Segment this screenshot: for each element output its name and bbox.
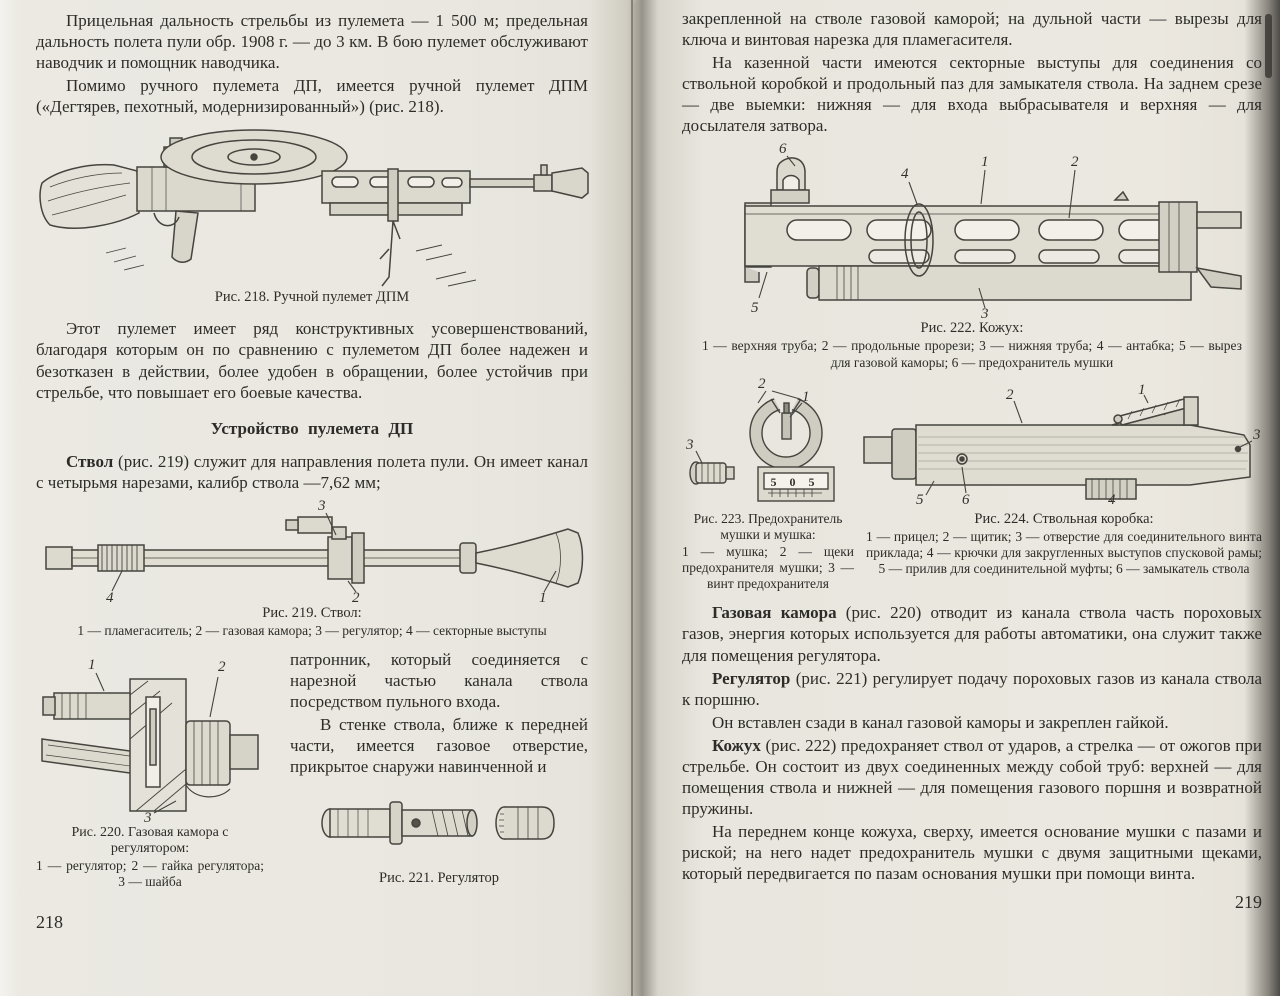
figure-224-caption-title: Рис. 224. Ствольная коробка:	[974, 510, 1154, 527]
figure-220-column	[36, 649, 264, 890]
wrap-text-column	[264, 649, 588, 890]
page-number-right: 219	[1235, 892, 1262, 913]
figure-223-sight-protector-drawing	[682, 377, 852, 505]
figure-220-caption-legend: 1 — регулятор; 2 — гайка регулятора; 3 — шайба	[36, 858, 264, 890]
paragraph-front-sight: На переднем конце кожуха, сверху, имеется основание мушки с пазами и риской; на него надет предохранитель мушки с двумя защитными щеками, который передвигается по пазам основания мушки при помощи винта.	[682, 822, 1262, 884]
callout-1: 1	[981, 154, 989, 171]
callout-2: 2	[1006, 386, 1014, 403]
figures-223-224-row	[682, 375, 1262, 508]
callout-1: 1	[802, 388, 810, 405]
term-stvol: Ствол	[66, 451, 114, 471]
paragraph-gas-port: В стенке ствола, ближе к передней части, имеется газовое отверстие, прикрытое снаружи навинченной и	[290, 715, 588, 777]
callout-6: 6	[962, 491, 970, 508]
callout-4: 4	[106, 589, 114, 606]
section-heading: Устройство пулемета ДП	[210, 418, 414, 438]
figure-221-caption: Рис. 221. Регулятор	[379, 869, 499, 886]
figure-220-caption-title: Рис. 220. Газовая камора с регулятором:	[71, 825, 229, 857]
figure-223-caption	[682, 509, 854, 593]
figure-219-caption-title: Рис. 219. Ствол:	[262, 604, 362, 621]
callout-3: 3	[686, 436, 694, 453]
paragraph-regulator-mount: Он вставлен сзади в канал газовой каморы и закреплен гайкой.	[712, 712, 1169, 732]
callout-5: 5	[916, 491, 924, 508]
figure-224-caption	[854, 509, 1262, 593]
figure-223-caption-legend: 1 — мушка; 2 — щеки предохранителя мушки; 3 — винт предохранителя	[682, 543, 854, 592]
callout-3: 3	[143, 810, 151, 827]
figure-218-machine-gun-drawing	[36, 121, 588, 287]
figure-221-regulator-drawing	[314, 792, 564, 854]
paragraph-dpm-intro: Помимо ручного пулемета ДП, имеется ручной пулемет ДПМ («Дегтярев, пехотный, модернизированный») (рис. 218).	[36, 76, 588, 117]
paragraph-barrel-text: (рис. 219) служит для направления полета пули. Он имеет канал с четырьмя нарезами, калибр ствола —7,62 мм;	[36, 451, 588, 492]
callout-4: 4	[901, 166, 909, 183]
page-number-left: 218	[36, 912, 63, 933]
callout-1: 1	[1138, 381, 1146, 398]
figure-220-gas-chamber-drawing	[38, 653, 263, 827]
callout-2: 2	[217, 659, 225, 676]
figure-222-caption-legend: 1 — верхняя труба; 2 — продольные прорези; 3 — нижняя труба; 4 — антабка; 5 — вырез для газовой каморы; 6 — предохранитель мушки	[702, 338, 1242, 370]
callout-6: 6	[779, 141, 787, 158]
callout-3: 3	[981, 306, 989, 323]
right-page	[682, 0, 1262, 913]
term-regulator: Регулятор	[712, 668, 791, 688]
two-column-block	[36, 649, 588, 890]
paragraph-regulator	[682, 668, 1262, 710]
paragraph-barrel	[36, 451, 588, 493]
paragraph-improvements: Этот пулемет имеет ряд конструктивных усовершенствований, благодаря которым он по сравнению с пулеметом ДП более надежен и безотказен в действии, более удобен в обращении, более устойчив при стрельбе, что повышает его боевые качества.	[36, 319, 588, 402]
figure-219-caption-legend: 1 — пламегаситель; 2 — газовая камора; 3 — регулятор; 4 — секторные выступы	[77, 622, 547, 638]
paragraph-gas-chamber	[682, 602, 1262, 665]
paragraph-breech: На казенной части имеются секторные выступы для соединения со ствольной коробкой и продольный паз для замыкателя ствола. На заднем срезе — две выемки: нижняя — для входа выбрасывателя и верхняя — для досылателя затвора.	[682, 53, 1262, 136]
paragraph-jacket	[682, 735, 1262, 819]
captions-223-224-row	[682, 509, 1262, 593]
paragraph-jacket-continuation: закрепленной на стволе газовой каморой; на дульной части — вырезы для ключа и винтовая нарезка для пламегасителя.	[682, 9, 1262, 50]
figure-222-caption-title: Рис. 222. Кожух:	[920, 320, 1024, 337]
callout-3: 3	[1253, 426, 1261, 443]
callout-3: 3	[318, 497, 326, 514]
callout-1: 1	[87, 657, 95, 674]
scan-edge-artifact	[1265, 14, 1272, 78]
figure-218-caption: Рис. 218. Ручной пулемет ДПМ	[214, 289, 410, 306]
figure-219-barrel-drawing	[36, 497, 588, 606]
callout-2: 2	[758, 375, 766, 392]
paragraph-range: Прицельная дальность стрельбы из пулемета — 1 500 м; предельная дальность полета пули обр. 1908 г. — до 3 км. В бою пулемет обслуживают наводчик и помощник наводчика.	[36, 11, 588, 73]
paragraph-jacket-text: (рис. 222) предохраняет ствол от ударов, а стрелка — от ожогов при стрельбе. Он состоит из двух соединенных между собой труб: верхней — для помещения ствола и нижней — для помещения газового поршня и возвратной пружины.	[682, 735, 1262, 819]
callout-4: 4	[1108, 491, 1116, 508]
figure-223-caption-title: Рис. 223. Предохранитель мушки и мушка:	[693, 510, 843, 542]
term-gas-chamber: Газовая камора	[712, 603, 837, 623]
figure-224-caption-legend: 1 — прицел; 2 — щитик; 3 — отверстие для соединительного винта приклада; 4 — крючки для закругленных выступов спусковой рамы; 5 — прилив для соединительной муфты; 6 — замыкатель ствола	[866, 528, 1262, 577]
callout-1: 1	[539, 589, 547, 606]
book-gutter-shadow	[631, 0, 633, 996]
term-jacket: Кожух	[712, 735, 761, 755]
paragraph-chamber: патронник, который соединяется с нарезной частью канала ствола посредством пульного входа.	[290, 650, 588, 712]
paragraph-regulator-text: (рис. 221) регулирует подачу пороховых газов из канала ствола к поршню.	[682, 668, 1262, 709]
paragraph-gas-chamber-text: (рис. 220) отводит из канала ствола часть пороховых газов, энергия которых используется для работы автоматики, она служит также для помещения регулятора.	[682, 603, 1263, 665]
callout-5: 5	[751, 300, 759, 317]
callout-2: 2	[1071, 154, 1079, 171]
figure-222-jacket-drawing	[687, 140, 1257, 323]
callout-2: 2	[352, 589, 360, 606]
figure-224-receiver-drawing	[860, 381, 1262, 508]
left-page	[36, 0, 588, 933]
sight-scale-text: 5 0 5	[770, 474, 820, 489]
